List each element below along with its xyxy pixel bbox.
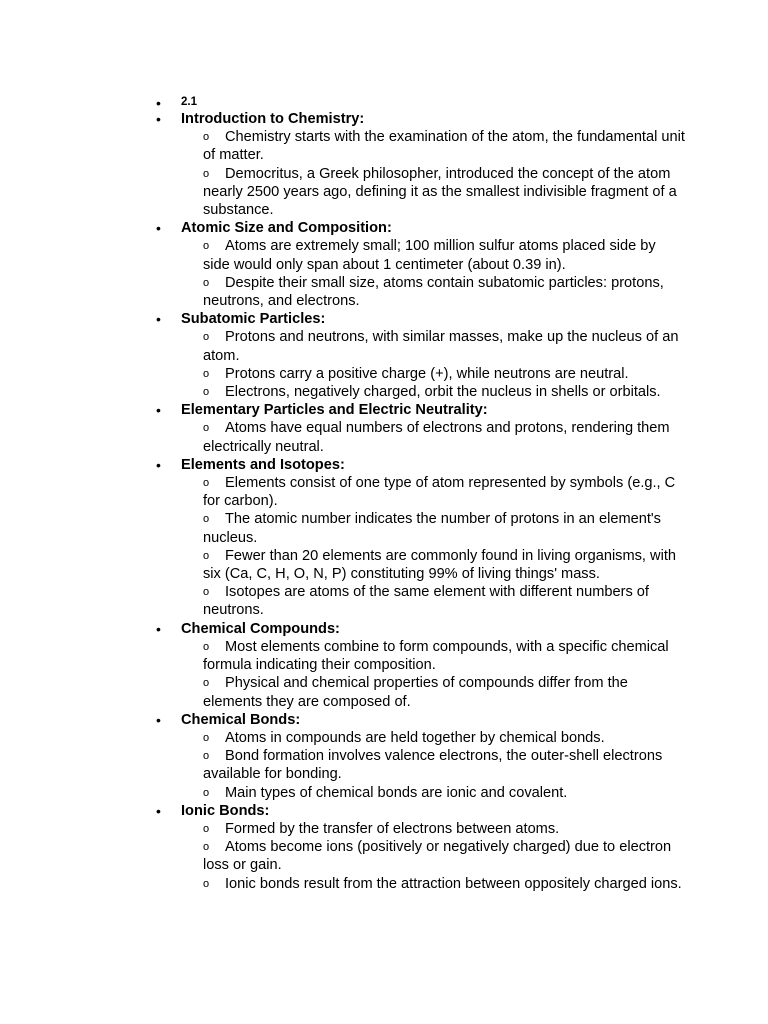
bullet-marker: • (156, 711, 161, 728)
sub-bullet-marker: o (203, 731, 210, 744)
sub-list-item (203, 419, 685, 455)
section-heading: Atomic Size and Composition: (181, 220, 392, 237)
sub-bullet-marker: o (203, 822, 210, 835)
sub-item-text: Chemistry starts with the examination of the atom, the fundamental unit of matter. (203, 129, 685, 164)
bullet-marker: • (156, 311, 161, 328)
outline-section (0, 456, 768, 620)
sub-item-text: Protons carry a positive charge (+), while neutrons are neutral. (225, 365, 629, 382)
bullet-marker: • (156, 220, 161, 237)
sub-list-item (203, 237, 685, 273)
section-heading: 2.1 (181, 96, 197, 108)
bullet-marker: • (156, 95, 161, 111)
sub-item-text: Most elements combine to form compounds, with a specific chemical formula indicating their composition. (203, 638, 669, 674)
sub-item-text: Atoms have equal numbers of electrons and protons, rendering them electrically neutral. (203, 420, 670, 455)
outline-section (0, 94, 768, 110)
sub-list-item (203, 328, 685, 364)
sub-list-item (203, 747, 685, 783)
sub-list-item (203, 510, 685, 546)
sub-bullet-marker: o (203, 750, 210, 763)
sub-list-item (203, 383, 685, 401)
sub-item-text: Elements consist of one type of atom represented by symbols (e.g., C for carbon). (203, 475, 676, 510)
sub-list-item (203, 547, 685, 583)
sub-bullet-marker: o (203, 477, 210, 490)
sub-item-text: Despite their small size, atoms contain subatomic particles: protons, neutrons, and electrons. (203, 274, 664, 310)
sub-list-item (203, 474, 685, 510)
sub-bullet-marker: o (203, 131, 210, 144)
sub-item-text: Atoms are extremely small; 100 million sulfur atoms placed side by side would only span about 1 centimeter (about 0.39 in). (203, 238, 656, 273)
document-page (0, 94, 768, 893)
section-heading: Subatomic Particles: (181, 311, 326, 328)
sub-bullet-marker: o (203, 786, 210, 799)
section-heading: Introduction to Chemistry: (181, 111, 365, 127)
sub-list-item (203, 674, 685, 710)
sub-list-item (203, 274, 685, 310)
section-heading: Chemical Bonds: (181, 711, 301, 728)
sub-item-text: Physical and chemical properties of compounds differ from the elements they are composed of. (203, 675, 628, 710)
outline-section (0, 620, 768, 711)
bullet-marker: • (156, 456, 161, 473)
sub-list-item (203, 128, 685, 164)
bullet-marker: • (156, 111, 161, 127)
bullet-marker: • (156, 402, 161, 419)
section-heading: Elements and Isotopes: (181, 456, 345, 473)
sub-list-item (203, 365, 685, 383)
sub-bullet-marker: o (203, 841, 210, 854)
sub-item-text: Atoms in compounds are held together by chemical bonds. (225, 729, 605, 746)
sub-bullet-marker: o (203, 331, 210, 344)
section-heading: Elementary Particles and Electric Neutrality: (181, 402, 488, 419)
sub-item-text: Democritus, a Greek philosopher, introduced the concept of the atom nearly 2500 years ago, defining it as the smallest indivisible fragment of a substance. (203, 165, 677, 219)
sub-bullet-marker: o (203, 549, 210, 562)
sub-item-text: Main types of chemical bonds are ionic and covalent. (225, 784, 568, 801)
outline-section (0, 401, 768, 456)
sub-item-text: Fewer than 20 elements are commonly found in living organisms, with six (Ca, C, H, O, N, P) constituting 99% of living things' mass. (203, 547, 676, 583)
section-heading: Ionic Bonds: (181, 802, 270, 819)
sub-item-text: Protons and neutrons, with similar masses, make up the nucleus of an atom. (203, 329, 679, 364)
sub-item-text: Ionic bonds result from the attraction between oppositely charged ions. (225, 875, 682, 892)
sub-item-text: The atomic number indicates the number of protons in an element's nucleus. (203, 511, 661, 546)
bullet-marker: • (156, 802, 161, 819)
sub-item-text: Electrons, negatively charged, orbit the nucleus in shells or orbitals. (225, 384, 661, 401)
outline-list (0, 94, 768, 893)
sub-list-item (203, 165, 685, 220)
sub-list-item (203, 838, 685, 874)
sub-list-item (203, 638, 685, 674)
sub-bullet-marker: o (203, 877, 210, 890)
outline-section (0, 802, 768, 893)
sub-bullet-marker: o (203, 276, 210, 289)
outline-section (0, 310, 768, 401)
section-heading: Chemical Compounds: (181, 620, 340, 637)
sub-bullet-marker: o (203, 422, 210, 435)
outline-section (0, 110, 768, 219)
outline-section (0, 711, 768, 802)
sub-bullet-marker: o (203, 677, 210, 690)
sub-list-item (203, 583, 685, 619)
sub-list-item (203, 820, 685, 838)
sub-bullet-marker: o (203, 386, 210, 399)
sub-list-item (203, 875, 685, 893)
sub-item-text: Atoms become ions (positively or negatively charged) due to electron loss or gain. (203, 839, 672, 874)
sub-bullet-marker: o (203, 367, 210, 380)
sub-bullet-marker: o (203, 167, 210, 180)
sub-item-text: Bond formation involves valence electrons, the outer-shell electrons available for bonding. (203, 748, 663, 783)
bullet-marker: • (156, 620, 161, 637)
sub-list-item (203, 784, 685, 802)
sub-list-item (203, 729, 685, 747)
outline-section (0, 219, 768, 310)
sub-bullet-marker: o (203, 640, 210, 653)
sub-bullet-marker: o (203, 240, 210, 253)
sub-item-text: Isotopes are atoms of the same element with different numbers of neutrons. (203, 584, 649, 619)
sub-bullet-marker: o (203, 586, 210, 599)
sub-bullet-marker: o (203, 513, 210, 526)
sub-item-text: Formed by the transfer of electrons between atoms. (225, 820, 560, 837)
